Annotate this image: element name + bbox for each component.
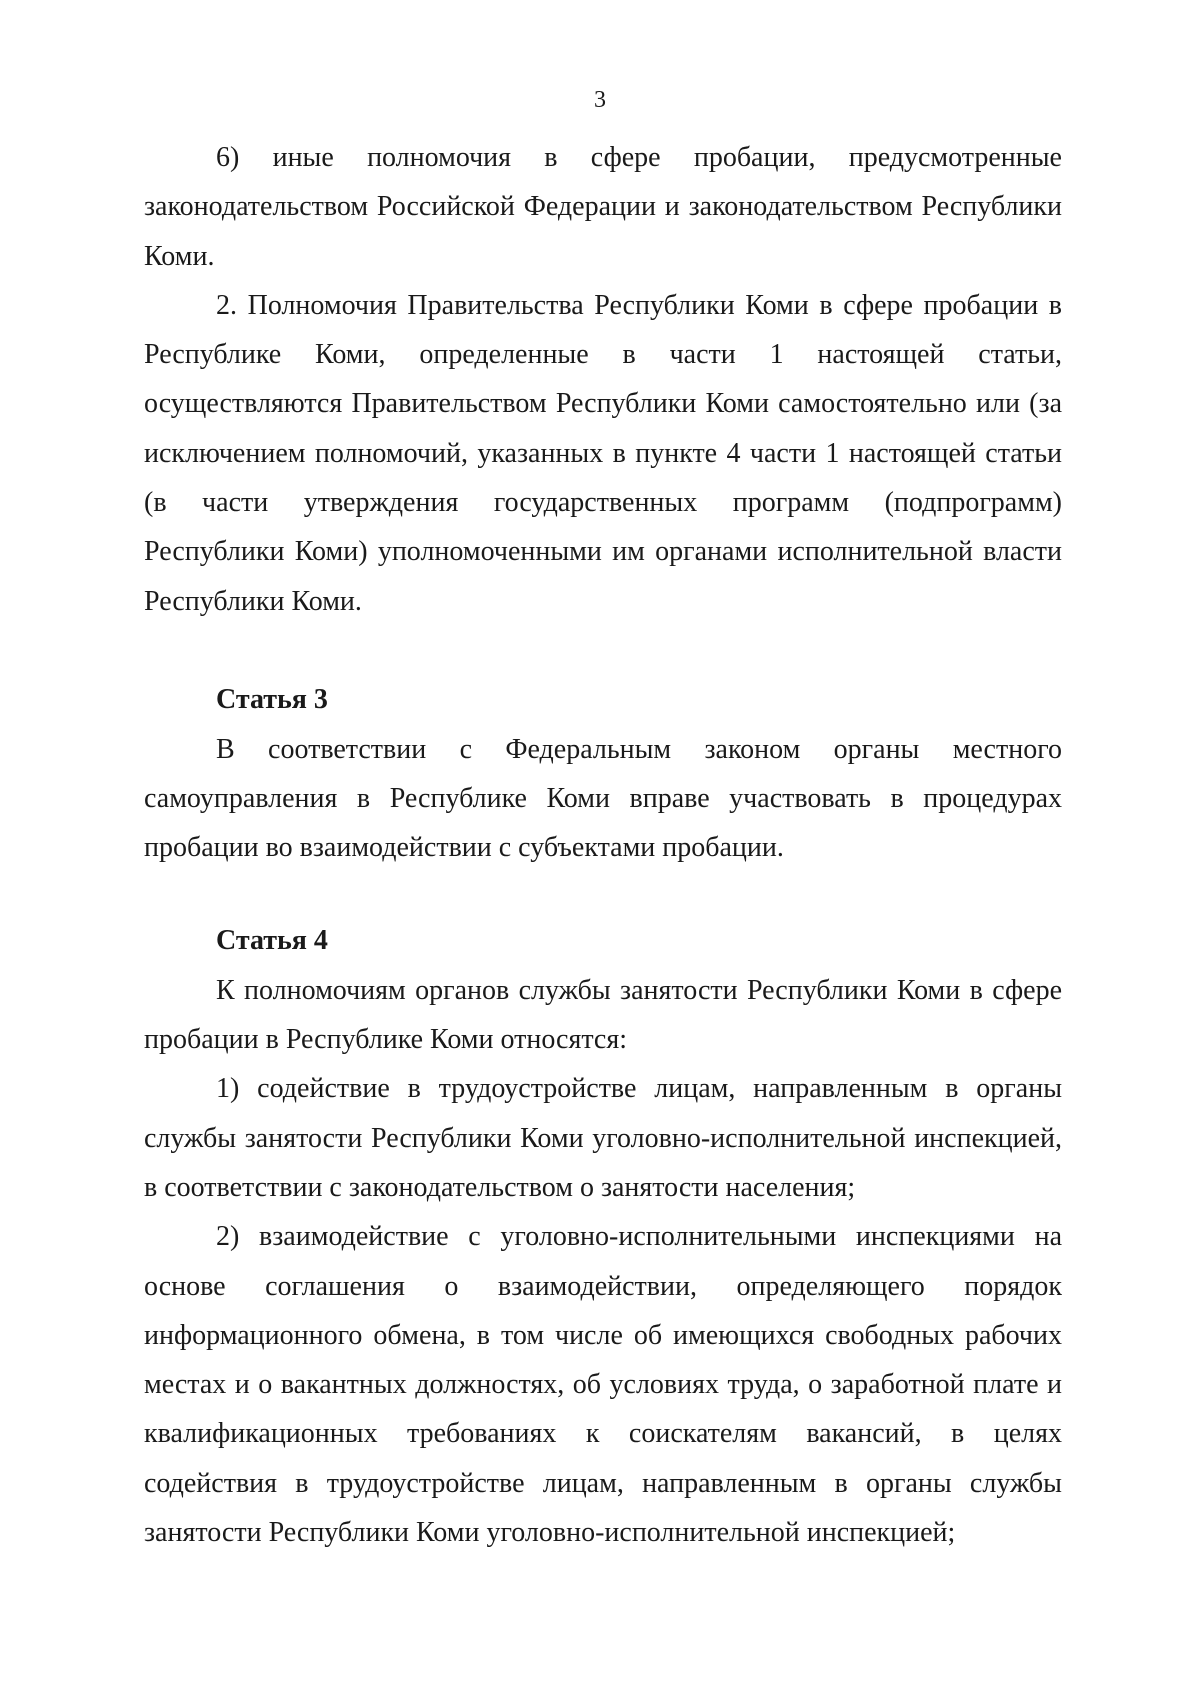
article-3-paragraph: В соответствии с Федеральным законом органы местного самоуправления в Республике Коми вправе участвовать в процедурах пробации во взаимодействии с субъектами пробации. <box>144 733 1062 864</box>
article-4-item-1: 1) содействие в трудоустройстве лицам, направленным в органы службы занятости Республики Коми уголовно-исполнительной инспекцией, в соответствии с законодательством о занятости населения; <box>144 1073 1062 1203</box>
document-body <box>144 133 1062 1557</box>
article-4-intro: К полномочиям органов службы занятости Республики Коми в сфере пробации в Республике Коми относятся: <box>144 974 1062 1056</box>
article-4-heading: Статья 4 <box>216 925 328 957</box>
article-4-item-2: 2) взаимодействие с уголовно-исполнительными инспекциями на основе соглашения о взаимодействии, определяющего порядок информационного обмена, в том числе об имеющихся свободных рабочих местах и о вакантных должностях, об условиях труда, о заработной плате и квалификационных требованиях к соискателям вакансий, в целях содействия в трудоустройстве лицам, направленным в органы службы занятости Республики Коми уголовно-исполнительной инспекцией; <box>144 1221 1062 1549</box>
paragraph-item-6: 6) иные полномочия в сфере пробации, предусмотренные законодательством Российской Федерации и законодательством Республики Коми. <box>144 142 1062 272</box>
article-3-heading: Статья 3 <box>216 684 328 716</box>
page-number: 3 <box>594 87 606 113</box>
paragraph-part-2: 2. Полномочия Правительства Республики Коми в сфере пробации в Республике Коми, определенные в части 1 настоящей статьи, осуществляются Правительством Республики Коми самостоятельно или (за исключением полномочий, указанных в пункте 4 части 1 настоящей статьи (в части утверждения государственных программ (подпрограмм) Республики Коми) уполномоченными им органами исполнительной власти Республики Коми. <box>144 289 1062 617</box>
